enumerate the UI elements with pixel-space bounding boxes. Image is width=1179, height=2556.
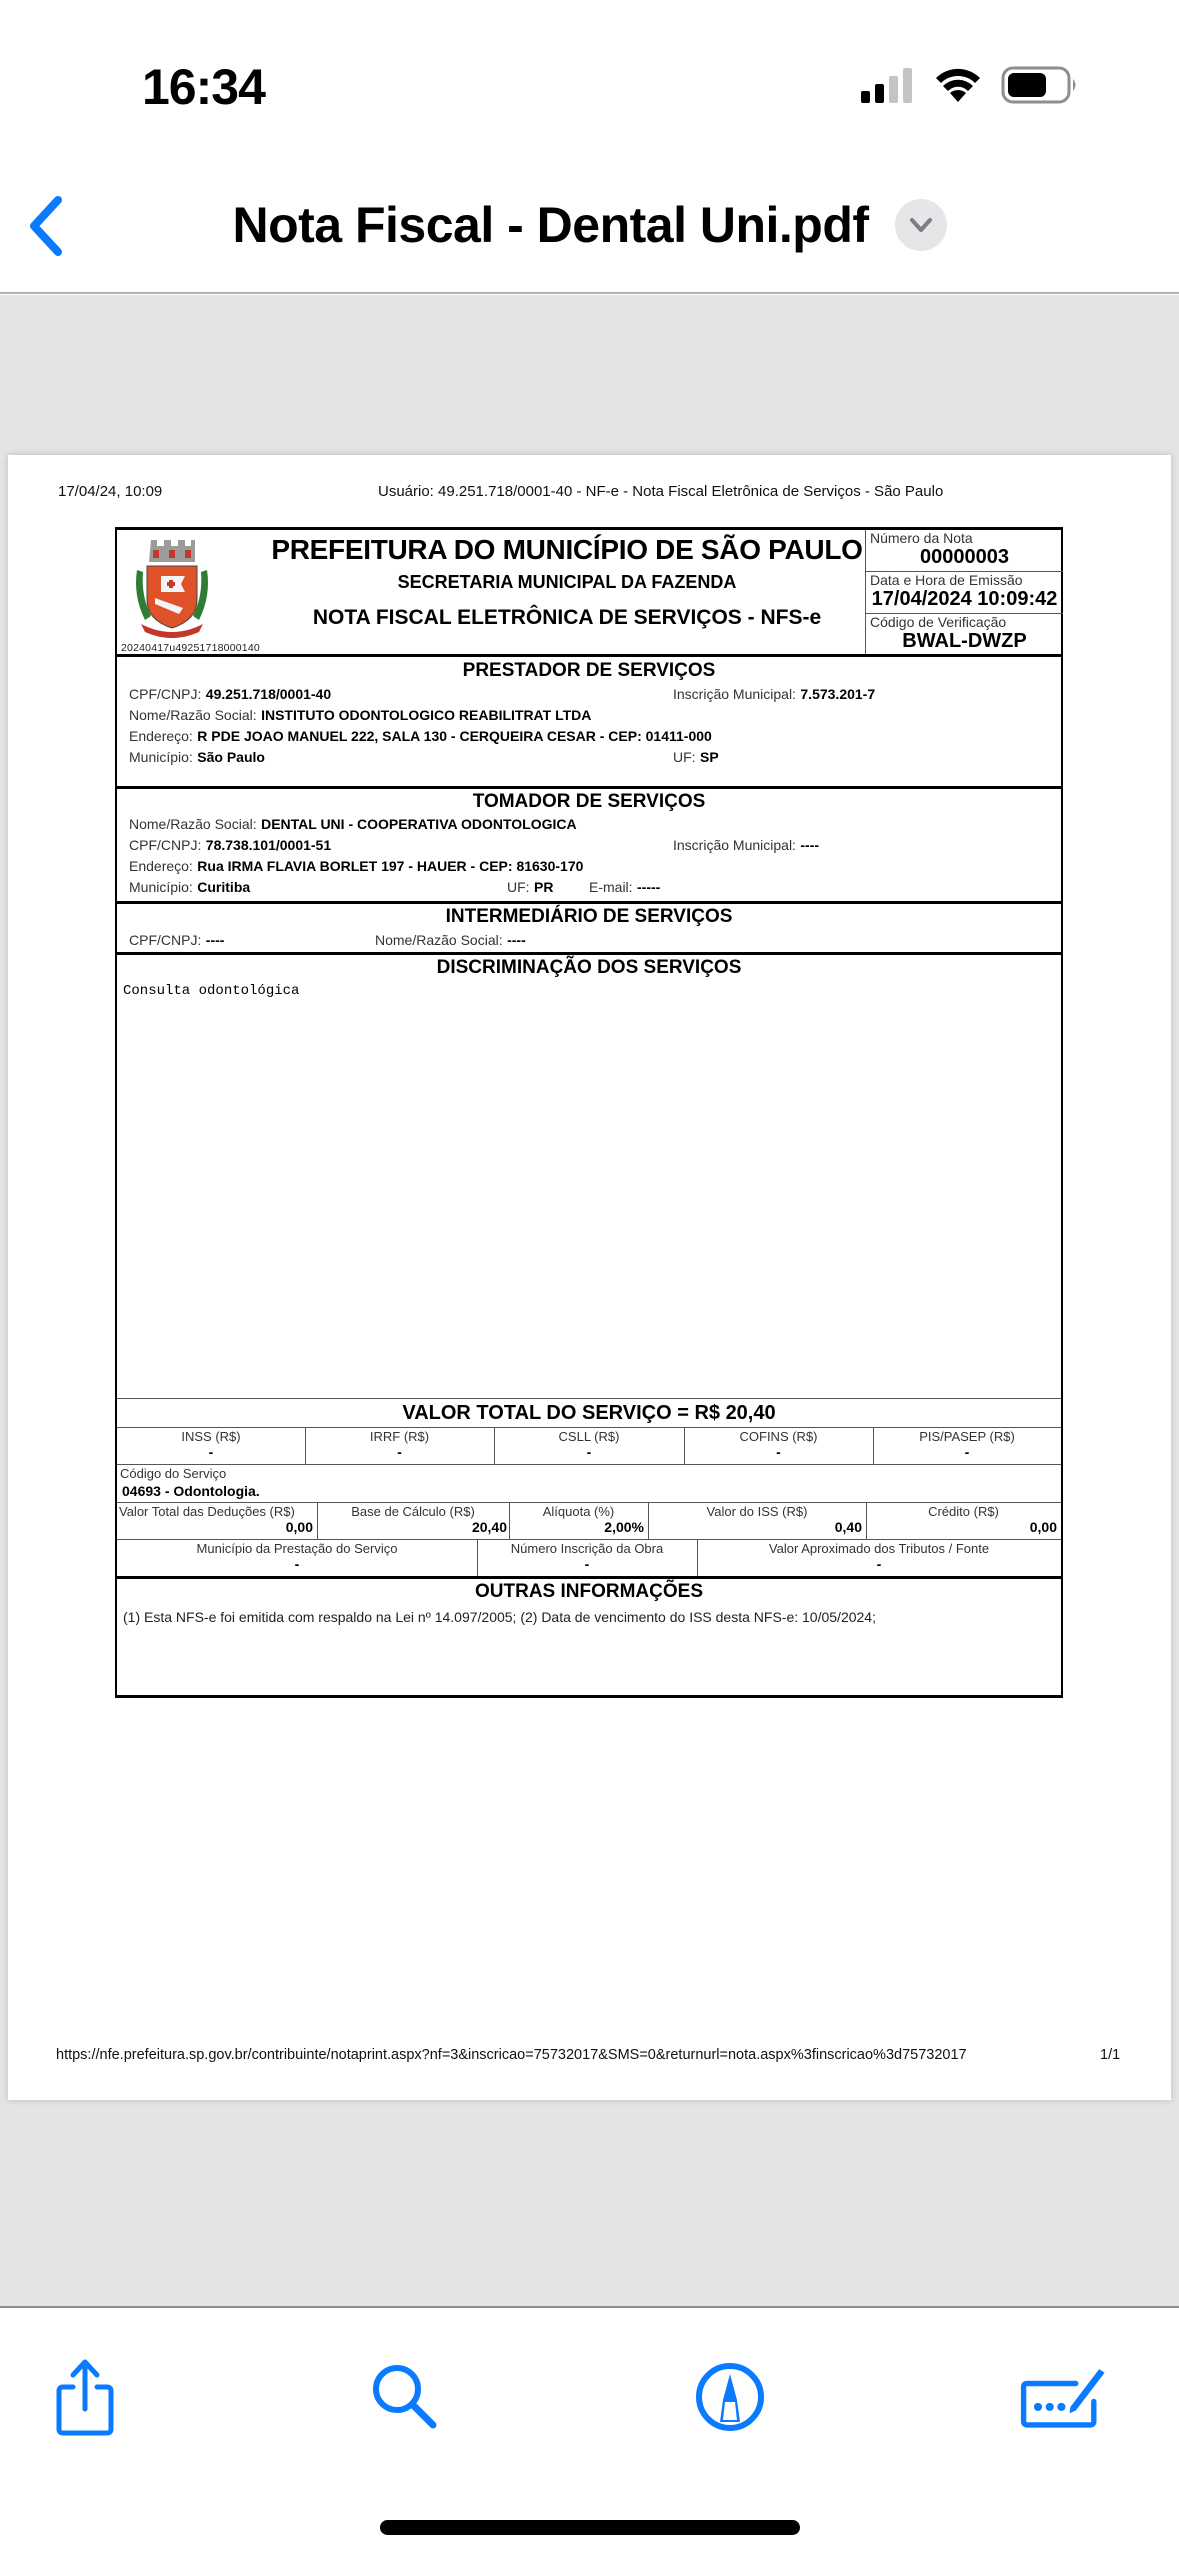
divider xyxy=(117,654,1061,657)
tomador-uf xyxy=(507,879,553,897)
calculo-aliquota xyxy=(509,1504,648,1535)
fill-and-sign-icon xyxy=(1020,2362,1110,2432)
prestador-nome-value: INSTITUTO ODONTOLOGICO REABILITRAT LTDA xyxy=(261,707,592,723)
status-time: 16:34 xyxy=(142,59,265,115)
calculo-deducoes xyxy=(117,1504,317,1535)
tomador-municipio-label: Município: xyxy=(129,879,193,895)
pdf-viewer[interactable] xyxy=(0,295,1179,2306)
intermediario-cnpj-label: CPF/CNPJ: xyxy=(129,932,202,948)
home-indicator xyxy=(380,2520,800,2535)
tomador-inscricao xyxy=(673,837,819,855)
verificacao-label: Código de Verificação xyxy=(870,614,1007,630)
calculo-value: 0,00 xyxy=(1029,1519,1057,1535)
intermediario-cnpj xyxy=(129,932,224,950)
prestacao-municipio xyxy=(117,1541,477,1572)
prestador-uf-value: SP xyxy=(700,749,719,765)
intermediario-nome-label: Nome/Razão Social: xyxy=(375,932,503,948)
tributo-value: - xyxy=(776,1444,781,1460)
discriminacao-title: DISCRIMINAÇÃO DOS SERVIÇOS xyxy=(436,957,742,978)
calculo-value: 0,40 xyxy=(834,1519,862,1535)
prestador-im-label: Inscrição Municipal: xyxy=(673,686,796,702)
divider xyxy=(117,1464,1061,1465)
tomador-email xyxy=(589,879,660,897)
document-title[interactable]: Nota Fiscal - Dental Uni.pdf xyxy=(232,197,869,253)
numero-nota-value: 00000003 xyxy=(920,546,1009,568)
prestador-endereco-label: Endereço: xyxy=(129,728,193,744)
tomador-endereco-label: Endereço: xyxy=(129,858,193,874)
calculo-label: Valor do ISS (R$) xyxy=(706,1504,808,1519)
tomador-email-value: ----- xyxy=(637,879,661,895)
fill-sign-button[interactable] xyxy=(1020,2352,1110,2442)
prestador-municipio xyxy=(129,749,265,767)
calculo-label: Valor Total das Deduções (R$) xyxy=(119,1504,295,1519)
tomador-cnpj-label: CPF/CNPJ: xyxy=(129,837,202,853)
tributo-label: COFINS (R$) xyxy=(739,1429,818,1444)
status-icons xyxy=(859,66,1079,104)
tributo-label: PIS/PASEP (R$) xyxy=(919,1429,1015,1444)
secretaria-subtitle: SECRETARIA MUNICIPAL DA FAZENDA xyxy=(397,572,737,592)
divider xyxy=(117,1502,1061,1503)
nota-fiscal xyxy=(115,527,1063,1698)
tomador-uf-label: UF: xyxy=(507,879,530,895)
intermediario-nome xyxy=(375,932,526,950)
tributo-cofins xyxy=(684,1429,873,1460)
prestador-title: PRESTADOR DE SERVIÇOS xyxy=(462,660,716,681)
prestacao-value: - xyxy=(876,1556,882,1572)
divider xyxy=(117,1427,1061,1428)
markup-button[interactable] xyxy=(685,2352,775,2442)
tributo-irrf xyxy=(305,1429,494,1460)
codigo-servico-value: 04693 - Odontologia. xyxy=(122,1483,260,1499)
tributo-value: - xyxy=(586,1444,592,1460)
calculo-label: Base de Cálculo (R$) xyxy=(351,1504,475,1519)
prestador-uf xyxy=(673,749,719,767)
search-button[interactable] xyxy=(360,2352,450,2442)
prestador-nome-label: Nome/Razão Social: xyxy=(129,707,257,723)
print-footer-page: 1/1 xyxy=(1100,2047,1121,2063)
verificacao-value: BWAL-DWZP xyxy=(902,630,1027,652)
prestador-endereco xyxy=(129,728,712,746)
divider xyxy=(117,1398,1061,1399)
prestador-cnpj xyxy=(129,686,331,704)
tributo-csll xyxy=(494,1429,684,1460)
divider xyxy=(117,786,1061,789)
calculo-value: 20,40 xyxy=(471,1519,507,1535)
print-header-date: 17/04/24, 10:09 xyxy=(58,483,163,500)
tributo-value: - xyxy=(208,1444,214,1460)
prestador-uf-label: UF: xyxy=(673,749,696,765)
tomador-uf-value: PR xyxy=(534,879,554,895)
valor-total: VALOR TOTAL DO SERVIÇO = R$ 20,40 xyxy=(402,1402,776,1424)
tributo-label: INSS (R$) xyxy=(181,1429,241,1444)
document-title-group[interactable] xyxy=(0,196,1179,254)
intermediario-cnpj-value: ---- xyxy=(205,932,225,948)
divider xyxy=(117,1539,1061,1540)
tributo-label: CSLL (R$) xyxy=(558,1429,620,1444)
tomador-nome-value: DENTAL UNI - COOPERATIVA ODONTOLOGICA xyxy=(261,816,577,832)
tributo-value: - xyxy=(964,1444,970,1460)
outras-informacoes-title: OUTRAS INFORMAÇÕES xyxy=(475,1581,703,1602)
tributo-pis-pasep xyxy=(873,1429,1061,1460)
tomador-municipio-value: Curitiba xyxy=(197,879,251,895)
tomador-endereco-value: Rua IRMA FLAVIA BORLET 197 - HAUER - CEP: 81630-170 xyxy=(197,858,584,874)
prestador-inscricao xyxy=(673,686,875,704)
coat-of-arms-icon xyxy=(131,536,213,640)
tomador-cnpj xyxy=(129,837,331,855)
tributo-inss xyxy=(117,1429,305,1460)
status-bar xyxy=(0,0,1179,150)
intermediario-nome-value: ---- xyxy=(507,932,526,948)
discriminacao-text: Consulta odontológica xyxy=(123,983,300,999)
calculo-base xyxy=(317,1504,509,1535)
bottom-toolbar xyxy=(0,2306,1179,2556)
title-menu-button[interactable] xyxy=(895,199,947,251)
prestador-endereco-value: R PDE JOAO MANUEL 222, SALA 130 - CERQUEIRA CESAR - CEP: 01411-000 xyxy=(197,728,712,744)
share-button[interactable] xyxy=(40,2352,130,2442)
cellular-signal-icon xyxy=(859,67,915,103)
intermediario-title: INTERMEDIÁRIO DE SERVIÇOS xyxy=(445,906,733,927)
calculo-credito xyxy=(866,1504,1061,1535)
prestacao-obra xyxy=(477,1541,697,1572)
emissao-label: Data e Hora de Emissão xyxy=(870,572,1023,588)
prestacao-label: Valor Aproximado dos Tributos / Fonte xyxy=(768,1541,990,1556)
pdf-page xyxy=(8,455,1171,2100)
numero-nota-label: Número da Nota xyxy=(870,530,973,546)
navigation-bar xyxy=(0,150,1179,294)
prefeitura-title: PREFEITURA DO MUNICÍPIO DE SÃO PAULO xyxy=(271,534,863,565)
divider xyxy=(117,952,1061,955)
tributo-label: IRRF (R$) xyxy=(369,1429,430,1444)
nota-info-box xyxy=(865,530,1063,654)
chevron-down-icon xyxy=(908,216,934,234)
calculo-iss xyxy=(648,1504,866,1535)
prestador-im-value: 7.573.201-7 xyxy=(800,686,876,702)
divider xyxy=(117,1576,1061,1579)
search-icon xyxy=(369,2361,441,2433)
prestacao-label: Município da Prestação do Serviço xyxy=(196,1541,398,1556)
divider xyxy=(117,901,1061,904)
tomador-im-label: Inscrição Municipal: xyxy=(673,837,796,853)
prestador-cnpj-value: 49.251.718/0001-40 xyxy=(205,686,332,702)
print-header-user: Usuário: 49.251.718/0001-40 - NF-e - Nota Fiscal Eletrônica de Serviços - São Paulo xyxy=(378,483,944,500)
share-icon xyxy=(53,2357,117,2437)
coat-of-arms-logo xyxy=(131,536,213,640)
wifi-icon xyxy=(933,66,983,104)
codigo-servico-label: Código do Serviço xyxy=(120,1466,227,1481)
tomador-endereco xyxy=(129,858,583,876)
prestador-municipio-label: Município: xyxy=(129,749,193,765)
tributo-value: - xyxy=(397,1444,402,1460)
prestador-municipio-value: São Paulo xyxy=(197,749,265,765)
document-type-title: NOTA FISCAL ELETRÔNICA DE SERVIÇOS - NFS-e xyxy=(312,606,822,629)
emissao-value: 17/04/2024 10:09:42 xyxy=(871,588,1058,610)
prestacao-tributos xyxy=(697,1541,1061,1572)
calculo-label: Alíquota (%) xyxy=(542,1504,615,1519)
calculo-value: 2,00% xyxy=(604,1519,644,1535)
outras-informacoes-text: (1) Esta NFS-e foi emitida com respaldo na Lei nº 14.097/2005; (2) Data de vencimento do ISS desta NFS-e: 10/05/2024; xyxy=(123,1609,876,1625)
calculo-label: Crédito (R$) xyxy=(928,1504,999,1519)
calculo-value: 0,00 xyxy=(285,1519,313,1535)
prestacao-value: - xyxy=(584,1556,590,1572)
markup-pen-icon xyxy=(693,2360,767,2434)
tomador-im-value: ---- xyxy=(800,837,820,853)
tomador-nome xyxy=(129,816,577,834)
prestacao-label: Número Inscrição da Obra xyxy=(510,1541,664,1556)
tomador-nome-label: Nome/Razão Social: xyxy=(129,816,257,832)
battery-icon xyxy=(1001,66,1079,104)
tomador-title: TOMADOR DE SERVIÇOS xyxy=(472,791,706,812)
prestador-nome xyxy=(129,707,591,725)
prestacao-value: - xyxy=(294,1556,300,1572)
tomador-cnpj-value: 78.738.101/0001-51 xyxy=(205,837,332,853)
barcode-text: 20240417u49251718000140 xyxy=(121,642,260,654)
tomador-municipio xyxy=(129,879,250,897)
tomador-email-label: E-mail: xyxy=(589,879,633,895)
print-footer-url: https://nfe.prefeitura.sp.gov.br/contribuinte/notaprint.aspx?nf=3&inscricao=75732017&SMS=0&returnurl=nota.aspx%3finscricao%3d75732017 xyxy=(56,2047,967,2063)
prestador-cnpj-label: CPF/CNPJ: xyxy=(129,686,202,702)
